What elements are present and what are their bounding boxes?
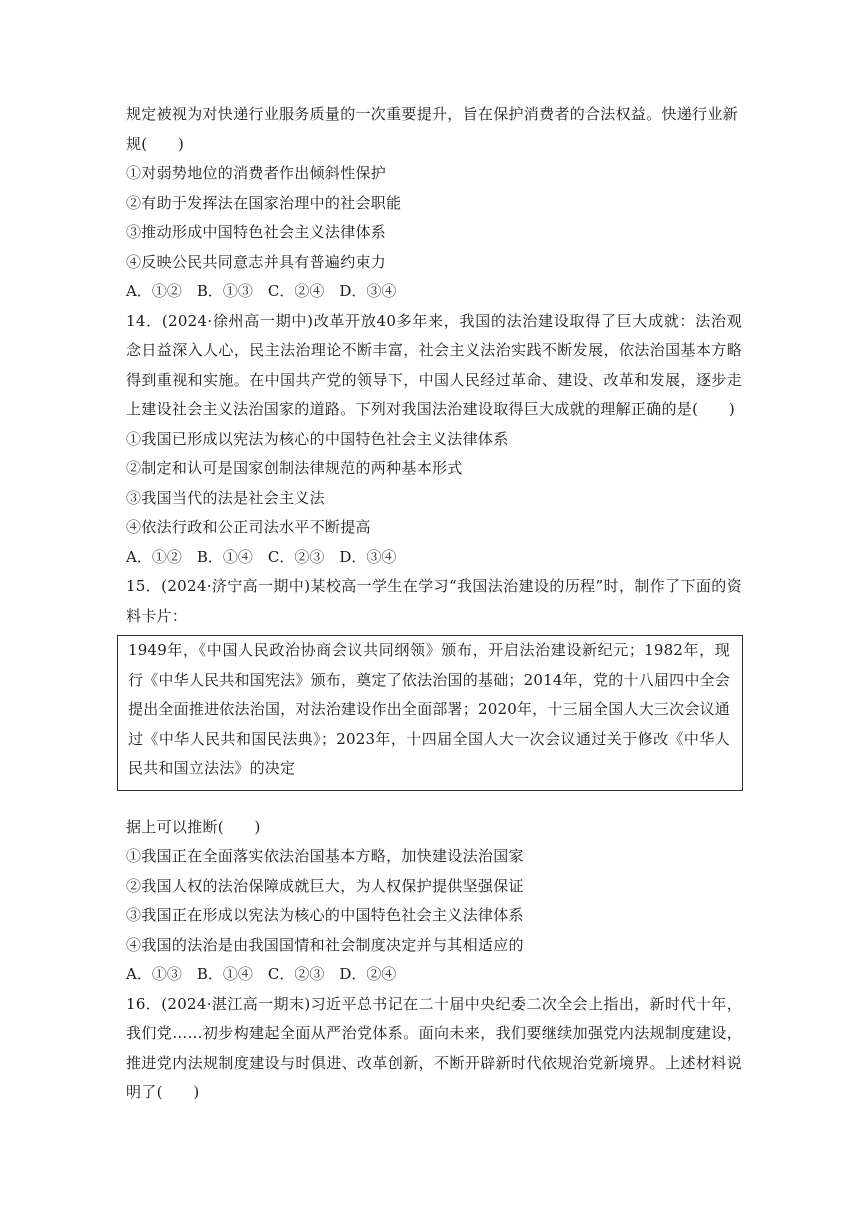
q13-choice-2: ②有助于发挥法在国家治理中的社会职能 — [126, 193, 402, 212]
q15-ask: 据上可以推断( ) — [126, 817, 261, 836]
q14-options: A．①② B．①④ C．②③ D．③④ — [126, 547, 397, 566]
q14-choice-3: ③我国当代的法是社会主义法 — [126, 488, 325, 507]
q15-stem: 15．(2024·济宁高一期中)某校高一学生在学习“我国法治建设的历程”时，制作了下面的资料卡片： — [126, 577, 742, 625]
q13-stem-line-2: 规( ) — [126, 134, 185, 153]
q14-stem: 14．(2024·徐州高一期中)改革开放40多年来，我国的法治建设取得了巨大成就：法治观念日益深入人心，民主法治理论不断丰富，社会主义法治实践不断发展，依法治国基本方略得到重视和实施。在中国共产党的领导下，中国人民经过革命、建设、改革和发展，逐步走上建设社会主义法治国家的道路。下列对我国法治建设取得巨大成就的理解正确的是( ) — [126, 311, 742, 418]
q14-choice-1: ①我国已形成以宪法为核心的中国特色社会主义法律体系 — [126, 429, 509, 448]
material-card-text: 1949年，《中国人民政治协商会议共同纲领》颁布，开启法治建设新纪元；1982年，现行《中华人民共和国宪法》颁布，奠定了依法治国的基础；2014年，党的十八届四中全会提出全面推进依法治国，对法治建设作出全面部署；2020年，十三届全国人大三次会议通过《中华人民共和国民法典》；2023年，十四届全国人大一次会议通过关于修改《中华人民共和国立法法》的决定 — [128, 641, 730, 777]
q13-choice-1: ①对弱势地位的消费者作出倾斜性保护 — [126, 164, 387, 182]
question-14 — [126, 307, 742, 573]
document-page — [126, 100, 742, 1108]
q15-choice-4: ④我国的法治是由我国国情和社会制度决定并与其相适应的 — [126, 935, 524, 954]
q13-stem-line-1: 规定被视为对快递行业服务质量的一次重要提升，旨在保护消费者的合法权益。快递行业新 — [126, 105, 739, 123]
q15-choice-2: ②我国人权的法治保障成就巨大，为人权保护提供坚强保证 — [126, 876, 524, 895]
q13-options: A．①② B．①③ C．②④ D．③④ — [126, 282, 397, 300]
q13-choice-4: ④反映公民共同意志并具有普遍约束力 — [126, 252, 387, 271]
q16-stem: 16．(2024·湛江高一期末)习近平总书记在二十届中央纪委二次全会上指出，新时代十年，我们党……初步构建起全面从严治党体系。面向未来，我们要继续加强党内法规制度建设，推进党内法规制度建设与时俱进、改革创新，不断开辟新时代依规治党新境界。上述材料说明了( ) — [126, 994, 742, 1101]
q13-choice-3: ③推动形成中国特色社会主义法律体系 — [126, 223, 387, 241]
question-15 — [126, 572, 742, 990]
q14-choice-4: ④依法行政和公正司法水平不断提高 — [126, 518, 371, 536]
question-13 — [126, 100, 742, 307]
q15-options: A．①③ B．①④ C．②③ D．②④ — [126, 965, 397, 983]
question-16 — [126, 990, 742, 1108]
spacer — [126, 791, 742, 813]
material-card — [117, 635, 743, 791]
q15-choice-1: ①我国正在全面落实依法治国基本方略，加快建设法治国家 — [126, 847, 524, 865]
q15-choice-3: ③我国正在形成以宪法为核心的中国特色社会主义法律体系 — [126, 906, 524, 924]
q14-choice-2: ②制定和认可是国家创制法律规范的两种基本形式 — [126, 459, 463, 477]
